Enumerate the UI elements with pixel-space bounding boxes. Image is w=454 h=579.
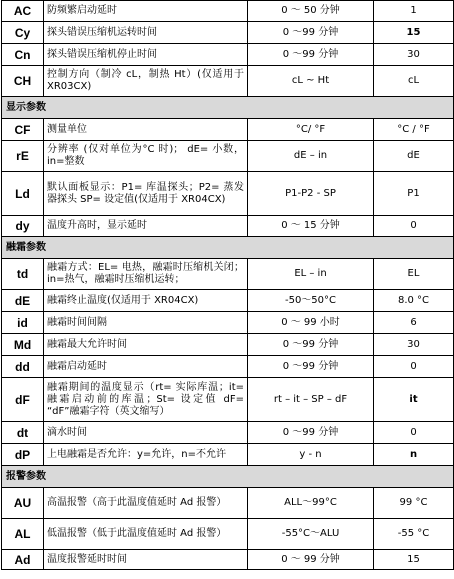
- parameter-description: 融霜方式：EL= 电热，融霜时压缩机关闭；in=热气，融霜时压缩机运转；: [44, 259, 248, 290]
- parameter-code: Md: [2, 334, 44, 356]
- parameter-range: 0 ～99 分钟: [248, 356, 374, 378]
- parameter-code: dd: [2, 356, 44, 378]
- parameter-range: -55°C～ALU: [248, 519, 374, 550]
- section-title: 报警参数: [2, 466, 454, 488]
- parameter-table-body: [2, 1, 454, 570]
- parameter-row: [2, 141, 454, 172]
- parameter-default: 0: [374, 422, 454, 444]
- parameter-description: 滴水时间: [44, 422, 248, 444]
- parameter-row: [2, 22, 454, 44]
- parameter-range: 0 ～ 99 分钟: [248, 550, 374, 570]
- parameter-range: y - n: [248, 444, 374, 466]
- section-title: 融霜参数: [2, 237, 454, 259]
- section-title: 显示参数: [2, 97, 454, 119]
- parameter-code: Cn: [2, 44, 44, 66]
- parameter-range: 0 ～99 分钟: [248, 22, 374, 44]
- parameter-code: dE: [2, 290, 44, 312]
- parameter-row: [2, 312, 454, 334]
- parameter-code: CF: [2, 119, 44, 141]
- parameter-default: 1: [374, 1, 454, 22]
- parameter-range: dE – in: [248, 141, 374, 172]
- parameter-range: cL ~ Ht: [248, 66, 374, 97]
- parameter-description: 分辨率 (仅对单位为°C 时)； dE= 小数，in=整数: [44, 141, 248, 172]
- parameter-default: 15: [374, 550, 454, 570]
- parameter-description: 测量单位: [44, 119, 248, 141]
- parameter-range: °C/ °F: [248, 119, 374, 141]
- parameter-row: [2, 444, 454, 466]
- section-header-row: [2, 97, 454, 119]
- parameter-row: [2, 378, 454, 422]
- parameter-description: 融霜期间的温度显示（rt= 实际库温；it= 融霜启动前的库温；St= 设定值 dF= “dF”融霜字符（英文缩写）: [44, 378, 248, 422]
- parameter-description: 默认面板显示：P1= 库温探头；P2= 蒸发器探头 SP= 设定值(仅适用于 XR04CX): [44, 172, 248, 216]
- parameter-default: P1: [374, 172, 454, 216]
- parameter-description: 低温报警（低于此温度值延时 Ad 报警）: [44, 519, 248, 550]
- parameter-default: 6: [374, 312, 454, 334]
- parameter-table: [1, 0, 454, 570]
- parameter-row: [2, 66, 454, 97]
- parameter-range: 0 ～99 分钟: [248, 422, 374, 444]
- parameter-range: 0 ～ 15 分钟: [248, 216, 374, 237]
- parameter-row: [2, 550, 454, 570]
- parameter-default: °C / °F: [374, 119, 454, 141]
- parameter-range: ALL～99°C: [248, 488, 374, 519]
- parameter-code: AC: [2, 1, 44, 22]
- parameter-description: 融霜启动延时: [44, 356, 248, 378]
- parameter-description: 融霜时间间隔: [44, 312, 248, 334]
- parameter-range: 0 ～99 分钟: [248, 334, 374, 356]
- parameter-default: 30: [374, 334, 454, 356]
- parameter-range: EL – in: [248, 259, 374, 290]
- parameter-range: rt – it – SP – dF: [248, 378, 374, 422]
- parameter-description: 探头错误压缩机运转时间: [44, 22, 248, 44]
- parameter-description: 上电融霜是否允许：y=允许，n=不允许: [44, 444, 248, 466]
- parameter-code: dP: [2, 444, 44, 466]
- parameter-range: 0 ～99 分钟: [248, 44, 374, 66]
- parameter-row: [2, 172, 454, 216]
- parameter-range: P1-P2 - SP: [248, 172, 374, 216]
- parameter-range: 0 ～ 99 小时: [248, 312, 374, 334]
- parameter-description: 温度报警延时时间: [44, 550, 248, 570]
- parameter-default: n: [374, 444, 454, 466]
- parameter-code: AL: [2, 519, 44, 550]
- parameter-row: [2, 356, 454, 378]
- section-header-row: [2, 466, 454, 488]
- parameter-default: 30: [374, 44, 454, 66]
- parameter-description: 探头错误压缩机停止时间: [44, 44, 248, 66]
- parameter-code: rE: [2, 141, 44, 172]
- parameter-range: -50～50°C: [248, 290, 374, 312]
- parameter-range: 0 ～ 50 分钟: [248, 1, 374, 22]
- parameter-code: dy: [2, 216, 44, 237]
- parameter-code: dF: [2, 378, 44, 422]
- parameter-code: CH: [2, 66, 44, 97]
- parameter-code: Cy: [2, 22, 44, 44]
- parameter-default: 15: [374, 22, 454, 44]
- parameter-code: dt: [2, 422, 44, 444]
- parameter-code: id: [2, 312, 44, 334]
- parameter-description: 融霜终止温度(仅适用于 XR04CX): [44, 290, 248, 312]
- parameter-default: 0: [374, 356, 454, 378]
- parameter-default: 0: [374, 216, 454, 237]
- parameter-row: [2, 422, 454, 444]
- parameter-default: EL: [374, 259, 454, 290]
- parameter-code: td: [2, 259, 44, 290]
- parameter-row: [2, 216, 454, 237]
- parameter-default: -55 °C: [374, 519, 454, 550]
- parameter-row: [2, 119, 454, 141]
- parameter-row: [2, 259, 454, 290]
- parameter-description: 防频繁启动延时: [44, 1, 248, 22]
- parameter-default: it: [374, 378, 454, 422]
- parameter-row: [2, 44, 454, 66]
- parameter-default: 99 °C: [374, 488, 454, 519]
- parameter-code: AU: [2, 488, 44, 519]
- parameter-row: [2, 488, 454, 519]
- parameter-row: [2, 519, 454, 550]
- parameter-row: [2, 290, 454, 312]
- parameter-description: 融霜最大允许时间: [44, 334, 248, 356]
- parameter-description: 高温报警（高于此温度值延时 Ad 报警）: [44, 488, 248, 519]
- parameter-description: 温度升高时，显示延时: [44, 216, 248, 237]
- section-header-row: [2, 237, 454, 259]
- parameter-code: Ld: [2, 172, 44, 216]
- parameter-description: 控制方向（制冷 cL，制热 Ht）(仅适用于 XR03CX): [44, 66, 248, 97]
- parameter-default: 8.0 °C: [374, 290, 454, 312]
- parameter-code: Ad: [2, 550, 44, 570]
- parameter-default: dE: [374, 141, 454, 172]
- parameter-row: [2, 1, 454, 22]
- parameter-row: [2, 334, 454, 356]
- parameter-default: cL: [374, 66, 454, 97]
